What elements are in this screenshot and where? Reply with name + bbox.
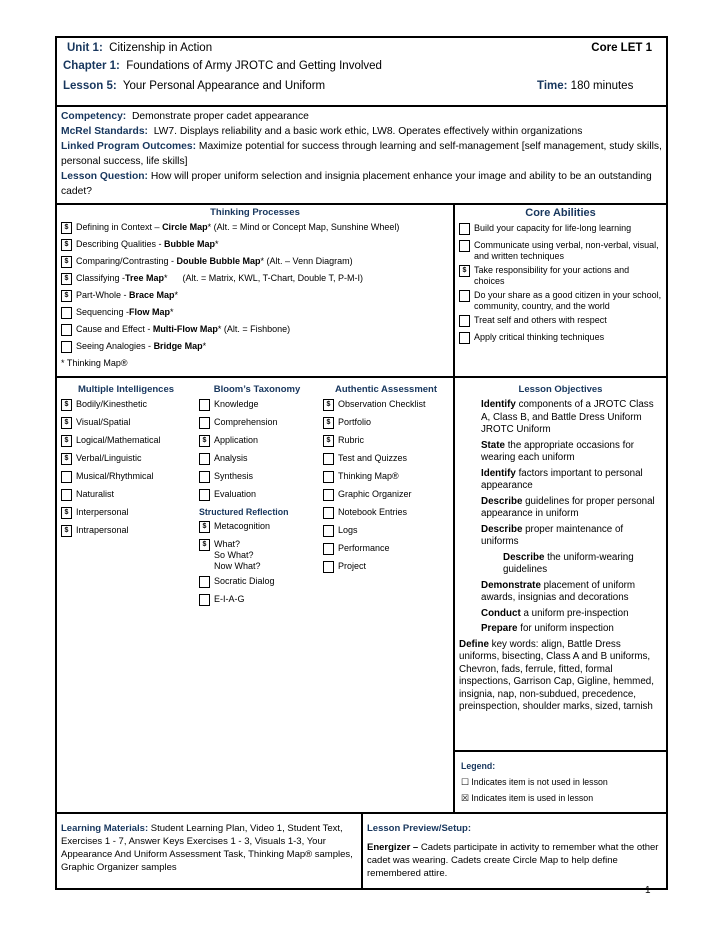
legend-title: Legend: xyxy=(461,761,496,771)
checked-box-icon: $ xyxy=(61,222,72,234)
objective-text: factors important to personal appearance xyxy=(481,467,643,491)
thinking-map-name: Bridge Map xyxy=(153,341,203,351)
thinking-core-section xyxy=(57,205,666,378)
unchecked-box-icon xyxy=(199,594,210,606)
list-item-label: Take responsibility for your actions and choices xyxy=(474,265,630,286)
list-item-label: Build your capacity for life-long learning xyxy=(474,223,632,233)
thinking-process-text: Sequencing - xyxy=(76,307,130,317)
thinking-process-note: * xyxy=(170,307,174,317)
list-item xyxy=(323,507,449,521)
unchecked-box-icon xyxy=(199,417,210,429)
thinking-map-name: Flow Map xyxy=(129,307,171,317)
list-item-label: Application xyxy=(214,435,259,445)
checked-box-icon: $ xyxy=(61,525,72,537)
thinking-process-text: Comparing/Contrasting - xyxy=(76,256,177,266)
unchecked-box-icon xyxy=(323,525,334,537)
authentic-assessment-title: Authentic Assessment xyxy=(334,384,438,395)
checked-box-icon: $ xyxy=(61,417,72,429)
list-item-label: Knowledge xyxy=(214,399,259,409)
objective-item xyxy=(459,639,662,714)
thinking-process-note: * (Alt. – Venn Diagram) xyxy=(260,256,353,266)
checked-box-icon: ☒ xyxy=(461,793,469,803)
list-item xyxy=(199,435,315,449)
unchecked-box-icon xyxy=(459,223,470,235)
list-item-label: Observation Checklist xyxy=(338,399,426,409)
thinking-process-text: Defining in Context – xyxy=(76,222,163,232)
objective-item xyxy=(459,608,662,621)
list-item-label: Synthesis xyxy=(214,471,254,481)
list-item-label: Logs xyxy=(338,525,358,535)
thinking-process-item xyxy=(61,324,449,338)
list-item xyxy=(199,471,315,485)
thinking-map-name: Bubble Map xyxy=(164,239,216,249)
list-item xyxy=(61,453,191,467)
unchecked-box-icon xyxy=(323,453,334,465)
thinking-map-name: Brace Map xyxy=(129,290,175,300)
objective-item xyxy=(459,399,662,437)
objective-text: components of a JROTC Class A, Class B, and Battle Dress Uniform JROTC Uniform xyxy=(481,399,654,435)
list-item-label: Communicate using verbal, non-verbal, visual, and written techniques xyxy=(474,240,659,261)
lesson-line: Lesson 5: Your Personal Appearance and Uniform xyxy=(63,80,326,92)
checked-box-icon: $ xyxy=(61,435,72,447)
list-item xyxy=(459,240,662,262)
checked-box-icon: $ xyxy=(199,539,210,551)
lesson-plan-page xyxy=(55,36,668,890)
checked-box-icon: $ xyxy=(199,521,210,533)
thinking-map-name: Multi-Flow Map xyxy=(152,324,218,334)
list-item-label: What? So What? Now What? xyxy=(214,539,261,571)
list-item-label: Evaluation xyxy=(214,489,257,499)
list-item xyxy=(199,399,315,413)
checked-box-icon: $ xyxy=(61,453,72,465)
thinking-process-note: * (Alt. = Mind or Concept Map, Sunshine Wheel) xyxy=(207,222,400,232)
objective-item xyxy=(459,552,662,577)
list-item xyxy=(323,399,449,413)
page-number: 1 xyxy=(645,885,651,896)
objective-text: the uniform-wearing guidelines xyxy=(503,551,634,575)
mcrel-standards: McRel Standards: LW7. Displays reliability and a basic work ethic, LW8. Operates effectively within organizations xyxy=(61,126,583,137)
checked-box-icon: $ xyxy=(199,435,210,447)
core-abilities-title: Core Abilities xyxy=(525,207,596,219)
list-item xyxy=(61,525,191,539)
unchecked-box-icon xyxy=(61,489,72,501)
unchecked-box-icon xyxy=(199,489,210,501)
list-item-label: Comprehension xyxy=(214,417,278,427)
list-item xyxy=(323,435,449,449)
list-item-label: Metacognition xyxy=(214,521,271,531)
thinking-processes xyxy=(57,205,455,376)
list-item-label: Intrapersonal xyxy=(76,525,129,535)
objective-item xyxy=(459,468,662,493)
checked-box-icon: $ xyxy=(323,417,334,429)
lesson-objectives-list xyxy=(459,399,662,717)
checked-box-icon: $ xyxy=(459,265,470,277)
objective-text: for uniform inspection xyxy=(517,623,614,634)
checked-box-icon: $ xyxy=(61,256,72,268)
list-item-label: Bodily/Kinesthetic xyxy=(76,399,148,409)
thinking-process-item xyxy=(61,273,449,287)
checked-box-icon: $ xyxy=(61,273,72,285)
list-item xyxy=(459,265,662,287)
list-item-label: Visual/Spatial xyxy=(76,417,131,427)
thinking-process-item xyxy=(61,307,449,321)
authentic-assessment xyxy=(319,378,455,812)
list-item xyxy=(61,399,191,413)
multiple-intelligences-title: Multiple Intelligences xyxy=(77,384,175,395)
objective-item xyxy=(459,580,662,605)
planning-grid xyxy=(57,378,666,814)
list-item-label: Logical/Mathematical xyxy=(76,435,161,445)
list-item xyxy=(323,453,449,467)
objective-text: a uniform pre-inspection xyxy=(520,607,629,619)
objective-verb: Describe xyxy=(503,551,545,563)
list-item-label: Analysis xyxy=(214,453,248,463)
list-item xyxy=(459,290,662,312)
thinking-process-text: Describing Qualities - xyxy=(76,239,165,249)
core-abilities-list xyxy=(459,223,662,346)
thinking-process-note: * (Alt. = Matrix, KWL, T-Chart, Double T, P-M-I) xyxy=(164,273,363,283)
checked-box-icon: $ xyxy=(61,399,72,411)
legend-unused: ☐ Indicates item is not used in lesson xyxy=(461,777,608,787)
thinking-process-note: * xyxy=(215,239,219,249)
unchecked-box-icon xyxy=(199,471,210,483)
list-item xyxy=(199,489,315,503)
objective-verb: Describe xyxy=(481,523,523,535)
list-item-label: Treat self and others with respect xyxy=(474,315,607,325)
legend-used: ☒ Indicates item is used in lesson xyxy=(461,793,594,803)
list-item-label: Rubric xyxy=(338,435,365,445)
thinking-process-text: Part-Whole - xyxy=(76,290,130,300)
thinking-process-item xyxy=(61,222,449,236)
thinking-process-text: Seeing Analogies - xyxy=(76,341,154,351)
objective-text: key words: align, Battle Dress uniforms, bisecting, Class A and B uniforms, Chevron, fads, ferrule, fitted, formal inspections, Garrison Cap, Gigline, hemmed, insignia, nap, non-subdued, precedence, preinspection, shoulder marks, sized, tarnish xyxy=(459,638,654,712)
list-item xyxy=(199,539,315,572)
list-item-label: Verbal/Linguistic xyxy=(76,453,142,463)
list-item xyxy=(199,521,315,535)
unchecked-box-icon xyxy=(61,471,72,483)
unchecked-box-icon xyxy=(61,307,72,319)
objective-verb: Identify xyxy=(481,399,516,410)
list-item-label: E-I-A-G xyxy=(214,594,245,604)
thinking-map-name: Circle Map xyxy=(162,222,208,232)
objective-verb: Define xyxy=(459,638,489,650)
lesson-preview xyxy=(363,814,666,888)
thinking-map-name: Tree Map xyxy=(125,273,165,283)
list-item xyxy=(323,471,449,485)
thinking-process-text: Cause and Effect - xyxy=(76,324,153,334)
checked-box-icon: $ xyxy=(61,507,72,519)
unchecked-box-icon xyxy=(323,543,334,555)
list-item-label: Interpersonal xyxy=(76,507,129,517)
lesson-header xyxy=(57,38,666,107)
multiple-intelligences-list xyxy=(61,399,191,539)
list-item-label: Project xyxy=(338,561,367,571)
objective-text: proper maintenance of uniforms xyxy=(481,523,624,547)
thinking-process-item xyxy=(61,341,449,355)
thinking-process-item xyxy=(61,239,449,253)
objective-item xyxy=(459,524,662,549)
blooms-taxonomy-title: Bloom’s Taxonomy xyxy=(213,384,301,395)
competency: Competency: Demonstrate proper cadet appearance xyxy=(61,111,309,122)
authentic-assessment-list xyxy=(323,399,449,575)
list-item xyxy=(323,417,449,431)
objective-verb: Prepare xyxy=(481,623,518,634)
thinking-process-text: Classifying - xyxy=(76,273,126,283)
list-item-label: Naturalist xyxy=(76,489,115,499)
list-item xyxy=(61,507,191,521)
objective-item xyxy=(459,496,662,521)
list-item xyxy=(323,489,449,503)
objective-verb: Conduct xyxy=(481,607,521,619)
objective-verb: State xyxy=(481,439,505,451)
objective-text: guidelines for proper personal appearance in uniform xyxy=(481,495,655,519)
list-item xyxy=(323,561,449,575)
list-item-label: Do your share as a good citizen in your school, community, country, and the world xyxy=(474,290,662,311)
lesson-preview-title: Lesson Preview/Setup: xyxy=(367,823,472,834)
list-item-label: Portfolio xyxy=(338,417,372,427)
unchecked-box-icon xyxy=(61,324,72,336)
objective-verb: Identify xyxy=(481,467,516,479)
unchecked-box-icon xyxy=(323,507,334,519)
list-item-label: Notebook Entries xyxy=(338,507,408,517)
objective-text: placement of uniform awards, insignias and decorations xyxy=(481,579,636,603)
list-item xyxy=(61,435,191,449)
chapter-line: Chapter 1: Foundations of Army JROTC and Getting Involved xyxy=(63,60,382,72)
checked-box-icon: $ xyxy=(323,435,334,447)
thinking-process-note: * xyxy=(174,290,179,300)
unchecked-box-icon: ☐ xyxy=(461,777,469,787)
unchecked-box-icon xyxy=(323,471,334,483)
unchecked-box-icon xyxy=(459,315,470,327)
list-item xyxy=(61,417,191,431)
list-item xyxy=(199,417,315,431)
thinking-process-item xyxy=(61,256,449,270)
unit-line: Unit 1: Citizenship in Action xyxy=(67,42,213,54)
blooms-taxonomy xyxy=(195,378,319,812)
unchecked-box-icon xyxy=(459,290,470,302)
unchecked-box-icon xyxy=(323,489,334,501)
unchecked-box-icon xyxy=(459,332,470,344)
thinking-process-item xyxy=(61,290,449,304)
structured-reflection-title: Structured Reflection xyxy=(199,507,289,517)
objective-text: the appropriate occasions for wearing each uniform xyxy=(481,439,635,463)
lesson-question: Lesson Question: How will proper uniform selection and insignia placement enhance your image and ability to be an outstanding cadet? xyxy=(61,171,652,197)
objective-item xyxy=(459,623,662,636)
list-item xyxy=(323,543,449,557)
linked-program-outcomes: Linked Program Outcomes: Maximize potential for success through learning and self-management [self management, study skills, personal success, life skills] xyxy=(61,141,662,167)
lesson-footer xyxy=(57,814,666,888)
thinking-processes-list xyxy=(61,222,449,355)
list-item-label: Socratic Dialog xyxy=(214,576,275,586)
unchecked-box-icon xyxy=(459,240,470,252)
checked-box-icon: $ xyxy=(61,290,72,302)
list-item xyxy=(459,223,662,237)
objective-item xyxy=(459,440,662,465)
thinking-processes-title: Thinking Processes xyxy=(210,207,300,218)
lesson-objectives-title: Lesson Objectives xyxy=(518,384,603,395)
unchecked-box-icon xyxy=(199,453,210,465)
multiple-intelligences xyxy=(57,378,195,812)
list-item-label: Musical/Rhythmical xyxy=(76,471,154,481)
thinking-map-name: Double Bubble Map xyxy=(176,256,261,266)
structured-reflection-list xyxy=(199,521,315,608)
list-item xyxy=(459,332,662,346)
thinking-map-footnote: * Thinking Map® xyxy=(61,358,128,368)
core-abilities xyxy=(455,205,666,376)
list-item xyxy=(199,594,315,608)
legend xyxy=(455,750,666,806)
list-item-label: Graphic Organizer xyxy=(338,489,412,499)
list-item xyxy=(199,453,315,467)
learning-materials: Learning Materials: Student Learning Plan, Video 1, Student Text, Exercises 1 - 7, Answer Keys Exercises 1 - 3, Visuals 1-3, Your Appearance And Uniform Assessment Task, Thinking Map® samples, Graphic Organizer samples xyxy=(57,814,363,888)
checked-box-icon: $ xyxy=(323,399,334,411)
blooms-taxonomy-list xyxy=(199,399,315,503)
objective-verb: Demonstrate xyxy=(481,579,541,591)
list-item-label: Apply critical thinking techniques xyxy=(474,332,605,342)
lesson-objectives xyxy=(455,378,666,812)
core-level: Core LET 1 xyxy=(591,42,652,54)
lesson-meta xyxy=(57,107,666,205)
energizer: Energizer – Cadets participate in activity to remember what the other cadet was wearing. Cadets create Circle Map to help define remembered attire. xyxy=(367,842,659,879)
list-item xyxy=(61,471,191,485)
thinking-process-note: * (Alt. = Fishbone) xyxy=(217,324,291,334)
list-item-label: Test and Quizzes xyxy=(338,453,408,463)
time-line: Time: 180 minutes xyxy=(537,80,634,92)
list-item xyxy=(61,489,191,503)
thinking-process-note: * xyxy=(202,341,207,351)
list-item-label: Performance xyxy=(338,543,390,553)
list-item xyxy=(199,576,315,590)
objective-verb: Describe xyxy=(481,495,523,507)
unchecked-box-icon xyxy=(199,399,210,411)
list-item xyxy=(323,525,449,539)
unchecked-box-icon xyxy=(199,576,210,588)
unchecked-box-icon xyxy=(61,341,72,353)
list-item xyxy=(459,315,662,329)
unchecked-box-icon xyxy=(323,561,334,573)
checked-box-icon: $ xyxy=(61,239,72,251)
list-item-label: Thinking Map® xyxy=(338,471,399,481)
